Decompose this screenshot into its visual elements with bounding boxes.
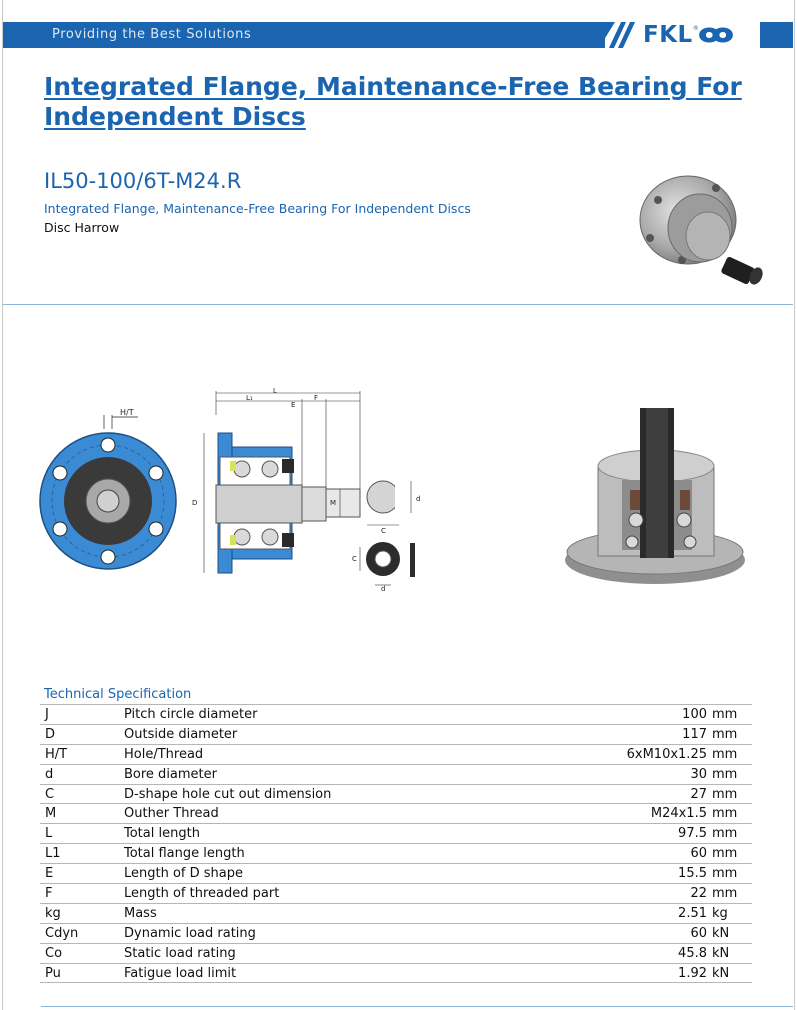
spec-description: Total length	[124, 824, 504, 844]
bottom-divider	[41, 1006, 793, 1007]
spec-description: Outher Thread	[124, 804, 504, 824]
spec-symbol: C	[40, 784, 124, 804]
spec-unit: mm	[707, 884, 752, 904]
label-l: L	[273, 387, 277, 395]
spec-description: Dynamic load rating	[124, 923, 504, 943]
spec-unit: mm	[707, 764, 752, 784]
logo-infinity-icon	[699, 22, 739, 48]
spec-value: 27	[504, 784, 707, 804]
spec-unit: mm	[707, 744, 752, 764]
logo-text: FKL	[643, 22, 693, 48]
logo-registered-mark: ®	[692, 24, 699, 32]
table-row	[40, 903, 752, 923]
page-border-right	[794, 0, 795, 1010]
spec-symbol: M	[40, 804, 124, 824]
spec-symbol: kg	[40, 903, 124, 923]
header-band	[3, 22, 605, 48]
spec-symbol: Pu	[40, 963, 124, 983]
spec-unit: mm	[707, 705, 752, 725]
spec-description: Hole/Thread	[124, 744, 504, 764]
section-divider	[3, 304, 793, 305]
table-row	[40, 923, 752, 943]
spec-description: Length of D shape	[124, 864, 504, 884]
spec-value: 117	[504, 724, 707, 744]
spec-value: 97.5	[504, 824, 707, 844]
spec-value: 30	[504, 764, 707, 784]
table-row	[40, 744, 752, 764]
spec-value: 22	[504, 884, 707, 904]
spec-description: Pitch circle diameter	[124, 705, 504, 725]
label-c: C	[381, 527, 386, 535]
table-row	[40, 705, 752, 725]
spec-value: 60	[504, 844, 707, 864]
label-d-bore: d	[416, 495, 421, 503]
spec-value: 15.5	[504, 864, 707, 884]
spec-value: M24x1.5	[504, 804, 707, 824]
label-m: M	[330, 499, 337, 507]
spec-description: Bore diameter	[124, 764, 504, 784]
spec-description: D-shape hole cut out dimension	[124, 784, 504, 804]
spec-value: 45.8	[504, 943, 707, 963]
label-c-cutout: C	[352, 555, 357, 563]
label-d-cutout: d	[381, 585, 386, 593]
table-row	[40, 804, 752, 824]
technical-drawing	[38, 385, 438, 600]
label-ht: H/T	[120, 408, 134, 417]
header-tail	[760, 22, 793, 48]
table-row	[40, 724, 752, 744]
spec-value: 6xM10x1.25	[504, 744, 707, 764]
spec-value: 2.51	[504, 903, 707, 923]
spec-value: 100	[504, 705, 707, 725]
product-photo	[620, 160, 780, 295]
product-code: IL50-100/6T-M24.R	[44, 169, 242, 193]
spec-unit: kN	[707, 943, 752, 963]
spec-unit: mm	[707, 804, 752, 824]
spec-symbol: H/T	[40, 744, 124, 764]
spec-unit: mm	[707, 824, 752, 844]
spec-heading: Technical Specification	[44, 687, 192, 702]
table-row	[40, 864, 752, 884]
page-border-left	[2, 0, 3, 1010]
spec-symbol: F	[40, 884, 124, 904]
spec-description: Length of threaded part	[124, 884, 504, 904]
spec-description: Static load rating	[124, 943, 504, 963]
spec-value: 60	[504, 923, 707, 943]
table-row	[40, 963, 752, 983]
spec-description: Outside diameter	[124, 724, 504, 744]
spec-symbol: Co	[40, 943, 124, 963]
spec-symbol: Cdyn	[40, 923, 124, 943]
table-row	[40, 824, 752, 844]
spec-value: 1.92	[504, 963, 707, 983]
spec-description: Fatigue load limit	[124, 963, 504, 983]
table-row	[40, 943, 752, 963]
header-tagline: Providing the Best Solutions	[52, 27, 252, 42]
spec-symbol: L	[40, 824, 124, 844]
spec-description: Total flange length	[124, 844, 504, 864]
spec-unit: mm	[707, 864, 752, 884]
spec-unit: mm	[707, 784, 752, 804]
brand-logo	[643, 22, 739, 48]
page-title: Integrated Flange, Maintenance-Free Bearing For Independent Discs	[44, 72, 742, 131]
spec-unit: kN	[707, 963, 752, 983]
spec-description: Mass	[124, 903, 504, 923]
table-row	[40, 784, 752, 804]
spec-unit: mm	[707, 724, 752, 744]
spec-symbol: E	[40, 864, 124, 884]
spec-table	[40, 704, 752, 983]
product-category: Disc Harrow	[44, 220, 120, 235]
table-row	[40, 884, 752, 904]
table-row	[40, 844, 752, 864]
spec-unit: mm	[707, 844, 752, 864]
label-f: F	[314, 394, 319, 402]
cutaway-render	[560, 400, 775, 595]
spec-symbol: d	[40, 764, 124, 784]
spec-unit: kN	[707, 923, 752, 943]
spec-symbol: L1	[40, 844, 124, 864]
spec-symbol: D	[40, 724, 124, 744]
header-bar	[3, 22, 793, 48]
label-e: E	[291, 401, 296, 409]
spec-symbol: J	[40, 705, 124, 725]
label-d-outer: D	[192, 499, 198, 507]
label-l1: L₁	[246, 394, 253, 402]
table-row	[40, 764, 752, 784]
spec-unit: kg	[707, 903, 752, 923]
product-subtitle: Integrated Flange, Maintenance-Free Bearing For Independent Discs	[44, 201, 471, 216]
